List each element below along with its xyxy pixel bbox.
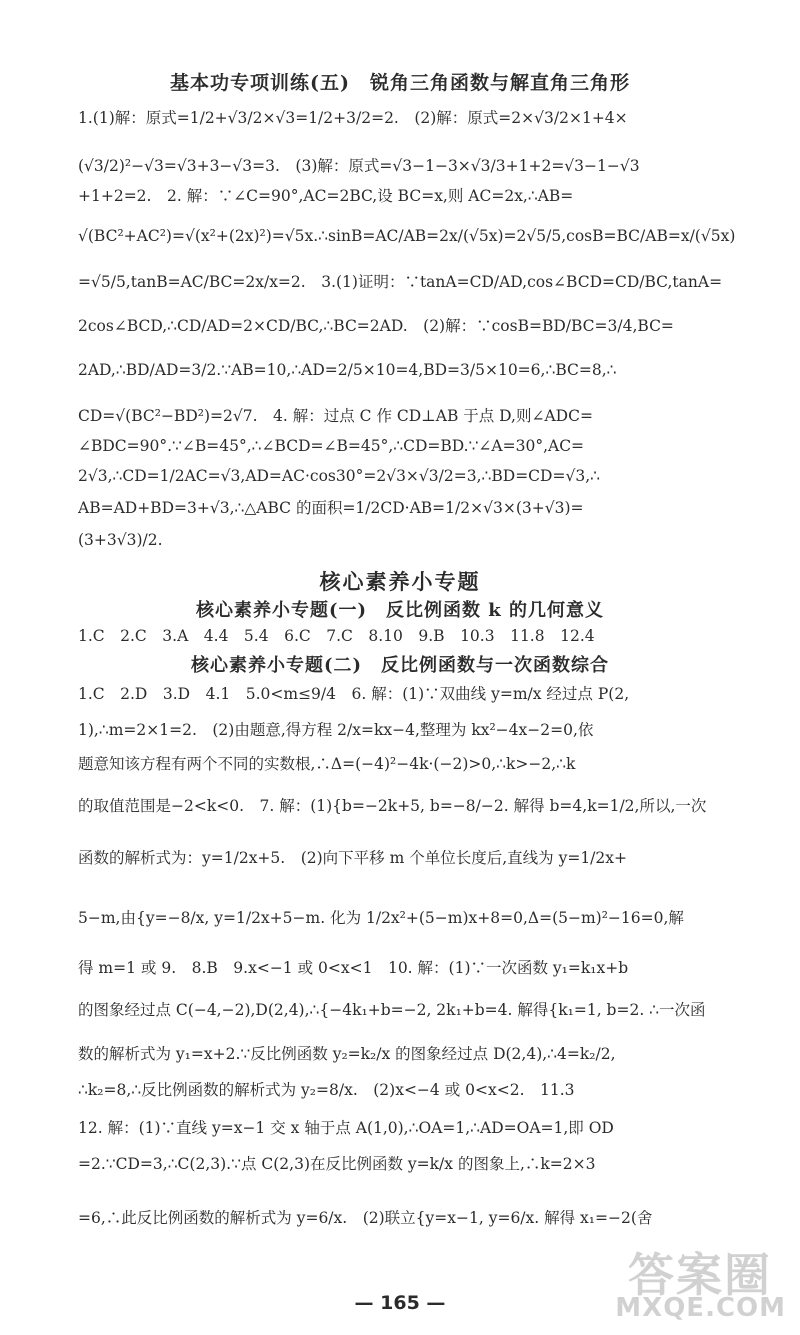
text-line: +1+2=2. 2. 解：∵∠C=90°,AC=2BC,设 BC=x,则 AC=2x,∴AB= — [78, 187, 574, 205]
text-line: (3+3√3)/2. — [78, 531, 163, 549]
text-line: =2.∵CD=3,∴C(2,3).∵点 C(2,3)在反比例函数 y=k/x 的图象上,∴k=2×3 — [78, 1155, 596, 1173]
text-line: 的图象经过点 C(−4,−2),D(2,4),∴{−4k₁+b=−2, 2k₁+b=4. 解得{k₁=1, b=2. ∴一次函 — [78, 1001, 706, 1019]
text-line: (√3/2)²−√3=√3+3−√3=3. (3)解：原式=√3−1−3×√3/3+1+2=√3−1−√3 — [78, 157, 640, 175]
text-line: 函数的解析式为：y=1/2x+5. (2)向下平移 m 个单位长度后,直线为 y=1/2x+ — [78, 849, 627, 867]
core-heading: 核心素养小专题 — [319, 570, 481, 594]
text-line: 2AD,∴BD/AD=3/2.∵AB=10,∴AD=2/5×10=4,BD=3/5×10=6,∴BC=8,∴ — [78, 361, 617, 379]
text-line: 1),∴m=2×1=2. (2)由题意,得方程 2/x=kx−4,整理为 kx²−4x−2=0,依 — [78, 721, 594, 739]
text-line: AB=AD+BD=3+√3,∴△ABC 的面积=1/2CD·AB=1/2×√3×(3+√3)= — [78, 499, 584, 517]
text-line: 12. 解：(1)∵直线 y=x−1 交 x 轴于点 A(1,0),∴OA=1,∴AD=OA=1,即 OD — [78, 1119, 614, 1137]
watermark-url: MXQE.COM — [615, 1293, 786, 1323]
text-line: 1.C 2.D 3.D 4.1 5.0<m≤9/4 6. 解：(1)∵双曲线 y=m/x 经过点 P(2, — [78, 685, 630, 703]
text-line: =6,∴此反比例函数的解析式为 y=6/x. (2)联立{y=x−1, y=6/x. 解得 x₁=−2(舍 — [78, 1209, 653, 1227]
page-number: — 165 — — [354, 1292, 446, 1314]
text-line: 数的解析式为 y₁=x+2.∵反比例函数 y₂=k₂/x 的图象经过点 D(2,4),∴4=k₂/2, — [78, 1045, 616, 1063]
text-line: √(BC²+AC²)=√(x²+(2x)²)=√5x.∴sinB=AC/AB=2x/(√5x)=2√5/5,cosB=BC/AB=x/(√5x) — [78, 227, 736, 245]
text-line: 1.(1)解：原式=1/2+√3/2×√3=1/2+3/2=2. (2)解：原式=2×√3/2×1+4× — [78, 109, 628, 127]
text-line: 2cos∠BCD,∴CD/AD=2×CD/BC,∴BC=2AD. (2)解：∵cosB=BD/BC=3/4,BC= — [78, 317, 674, 335]
text-line: ∠BDC=90°.∵∠B=45°,∴∠BCD=∠B=45°,∴CD=BD.∵∠A=30°,AC= — [78, 437, 585, 455]
text-line: 5−m,由{y=−8/x, y=1/2x+5−m. 化为 1/2x²+(5−m)x+8=0,Δ=(5−m)²−16=0,解 — [78, 909, 684, 927]
watermark-text: 答案圈 — [628, 1248, 772, 1302]
text-line: 题意知该方程有两个不同的实数根,∴Δ=(−4)²−4k·(−2)>0,∴k>−2,∴k — [78, 755, 576, 773]
watermark-logo — [582, 1239, 792, 1329]
text-line: 的取值范围是−2<k<0. 7. 解：(1){b=−2k+5, b=−8/−2. 解得 b=4,k=1/2,所以,一次 — [78, 797, 707, 815]
answer-line: 1.C 2.C 3.A 4.4 5.4 6.C 7.C 8.10 9.B 10.3 11.8 12.4 — [78, 627, 595, 645]
text-line: CD=√(BC²−BD²)=2√7. 4. 解：过点 C 作 CD⊥AB 于点 D,则∠ADC= — [78, 407, 593, 425]
text-line: 2√3,∴CD=1/2AC=√3,AD=AC·cos30°=2√3×√3/2=3,∴BD=CD=√3,∴ — [78, 467, 600, 485]
section-heading: 基本功专项训练(五) 锐角三角函数与解直角三角形 — [170, 72, 630, 94]
text-line: =√5/5,tanB=AC/BC=2x/x=2. 3.(1)证明：∵tanA=CD/AD,cos∠BCD=CD/BC,tanA= — [78, 273, 723, 291]
topic-heading: 核心素养小专题(二) 反比例函数与一次函数综合 — [190, 655, 610, 676]
text-line: 得 m=1 或 9. 8.B 9.x<−1 或 0<x<1 10. 解：(1)∵一次函数 y₁=k₁x+b — [78, 959, 629, 977]
topic-heading: 核心素养小专题(一) 反比例函数 k 的几何意义 — [195, 600, 605, 621]
text-line: ∴k₂=8,∴反比例函数的解析式为 y₂=8/x. (2)x<−4 或 0<x<2. 11.3 — [78, 1081, 575, 1099]
